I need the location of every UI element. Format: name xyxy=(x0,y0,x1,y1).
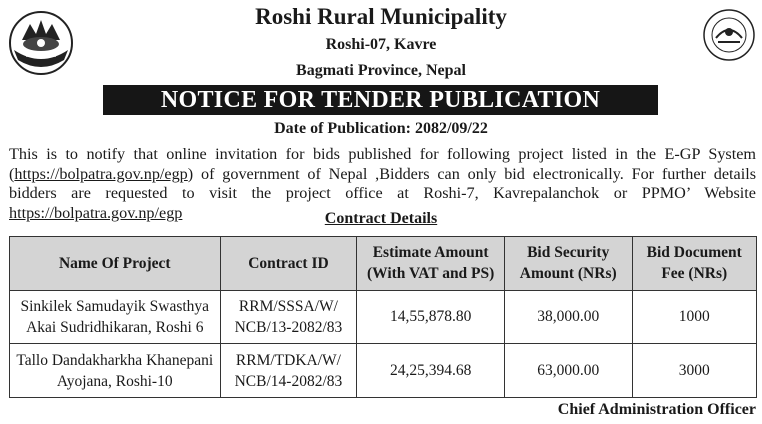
notice-text-part1: This is to notify that online invitation for bids published for following project listed in the E-GP System ( xyxy=(9,145,756,183)
municipality-title: Roshi Rural Municipality xyxy=(255,4,507,29)
cell-contract-id: RRM/SSSA/W/ NCB/13-2082/83 xyxy=(220,290,357,344)
header-project: Name Of Project xyxy=(10,237,221,291)
table-row xyxy=(10,290,757,344)
header-bid-security: Bid Security Amount (NRs) xyxy=(504,237,632,291)
cell-security: 38,000.00 xyxy=(504,290,632,344)
contract-details-heading: Contract Details xyxy=(324,210,438,227)
cell-fee: 3000 xyxy=(632,344,757,398)
cell-project: Tallo Dandakharkha Khanepani Ayojana, Roshi-10 xyxy=(10,344,221,398)
cell-project: Sinkilek Samudayik Swasthya Akai Sudridhikaran, Roshi 6 xyxy=(10,290,221,344)
address-ward: Roshi-07, Kavre xyxy=(325,36,437,53)
header-estimate: Estimate Amount (With VAT and PS) xyxy=(357,237,505,291)
publication-date: Date of Publication: 2082/09/22 xyxy=(274,120,488,137)
cell-contract-id: RRM/TDKA/W/ NCB/14-2082/83 xyxy=(220,344,357,398)
notice-banner: NOTICE FOR TENDER PUBLICATION xyxy=(103,85,658,115)
egp-link-1[interactable]: https://bolpatra.gov.np/egp xyxy=(14,164,188,183)
contract-details-table xyxy=(9,236,757,398)
cell-estimate: 24,25,394.68 xyxy=(357,344,505,398)
egp-link-2[interactable]: https://bolpatra.gov.np/egp xyxy=(9,203,183,222)
notice-text-part2: ) of government of Nepal ,Bidders can only bid electronically. For further details bidders are requested to visit the project office at Roshi-7, Kavrepalanchok or PPMO’ Website xyxy=(9,164,756,202)
signatory-title: Chief Administration Officer xyxy=(557,401,756,418)
table-row xyxy=(10,344,757,398)
header-contract-id: Contract ID xyxy=(220,237,357,291)
table-header-row xyxy=(10,237,757,291)
cell-security: 63,000.00 xyxy=(504,344,632,398)
cell-fee: 1000 xyxy=(632,290,757,344)
address-province: Bagmati Province, Nepal xyxy=(296,62,466,79)
cell-estimate: 14,55,878.80 xyxy=(357,290,505,344)
header-document-fee: Bid Document Fee (NRs) xyxy=(632,237,757,291)
